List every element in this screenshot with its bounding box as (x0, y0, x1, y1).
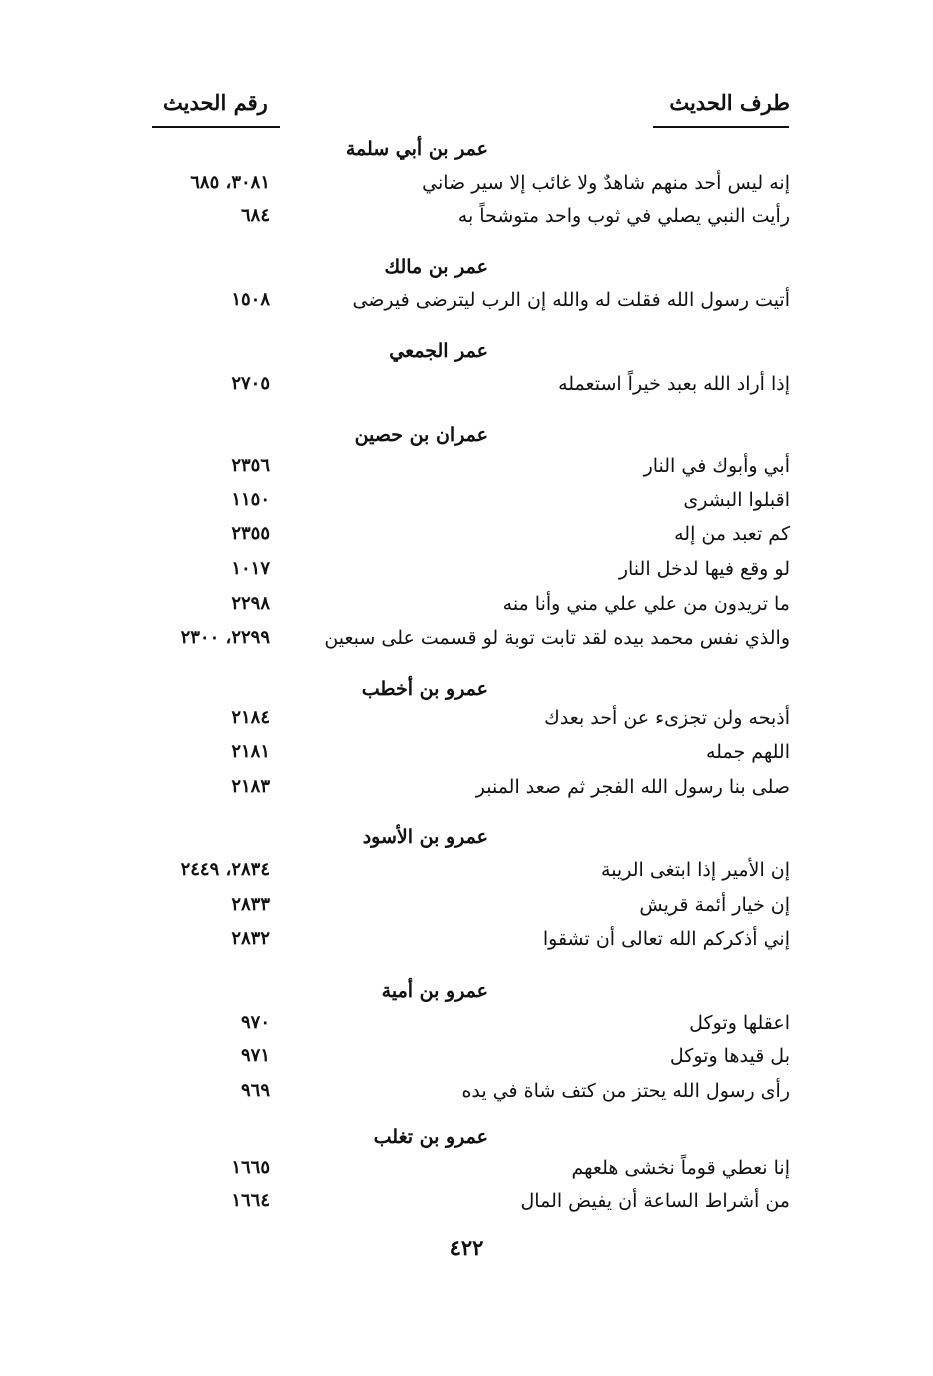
hadith-row (0, 627, 933, 661)
hadith-row (0, 894, 933, 928)
hadith-number: ٩٦٩ (240, 1080, 270, 1101)
narrator-heading-row (0, 340, 933, 374)
hadith-row (0, 741, 933, 775)
hadith-number: ٦٨٤ (240, 205, 270, 226)
narrator-name: عمرو بن تغلب (373, 1126, 488, 1148)
hadith-row (0, 1190, 933, 1224)
hadith-number: ٢٢٩٩، ٢٣٠٠ (180, 627, 270, 648)
narrator-name: عمر الجمعي (389, 340, 488, 362)
hadith-number: ١٦٦٥ (231, 1157, 270, 1178)
narrator-name: عمر بن مالك (384, 256, 488, 278)
hadith-row (0, 558, 933, 592)
hadith-text: اللهم جمله (705, 741, 790, 763)
hadith-number: ١٦٦٤ (231, 1190, 270, 1211)
page-number: ٤٢٢ (449, 1235, 484, 1260)
hadith-row (0, 523, 933, 557)
hadith-number: ٢١٨٣ (231, 776, 270, 797)
hadith-number: ١٥٠٨ (231, 289, 270, 310)
hadith-text: ما تريدون من علي علي مني وأنا منه (502, 593, 790, 615)
narrator-heading-row (0, 138, 933, 172)
hadith-text: أتيت رسول الله فقلت له والله إن الرب ليترضى فيرضى (352, 289, 790, 311)
hadith-text: اقبلوا البشرى (683, 489, 790, 511)
hadith-row (0, 928, 933, 962)
number-column-underline (152, 126, 280, 128)
hadith-row (0, 289, 933, 323)
narrator-heading-row (0, 826, 933, 860)
hadith-row (0, 489, 933, 523)
hadith-row (0, 1157, 933, 1191)
hadith-row (0, 373, 933, 407)
hadith-row (0, 205, 933, 239)
hadith-number: ١٠١٧ (231, 558, 270, 579)
hadith-text: اعقلها وتوكل (689, 1012, 790, 1034)
hadith-text: بل قيدها وتوكل (669, 1045, 790, 1067)
hadith-text: إني أذكركم الله تعالى أن تشقوا (542, 928, 790, 950)
hadith-row (0, 859, 933, 893)
narrator-name: عمرو بن الأسود (362, 826, 488, 848)
hadith-text: إذا أراد الله بعبد خيراً استعمله (558, 373, 790, 395)
hadith-number: ٢٨٣٣ (231, 894, 270, 915)
narrator-heading-row (0, 256, 933, 290)
hadith-text: لو وقع فيها لدخل النار (618, 558, 790, 580)
hadith-row (0, 1012, 933, 1046)
hadith-number: ٢١٨١ (231, 741, 270, 762)
hadith-row (0, 593, 933, 627)
hadith-number: ٢٣٥٥ (231, 523, 270, 544)
narrator-name: عمر بن أبي سلمة (345, 138, 488, 160)
hadith-number: ٩٧١ (240, 1045, 270, 1066)
hadith-text: أذبحه ولن تجزىء عن أحد بعدك (544, 707, 790, 729)
hadith-number: ٢٢٩٨ (231, 593, 270, 614)
hadith-number: ١١٥٠ (231, 489, 270, 510)
hadith-text: رأى رسول الله يحتز من كتف شاة في يده (461, 1080, 790, 1102)
hadith-number: ٣٠٨١، ٦٨٥ (190, 172, 270, 193)
hadith-text: والذي نفس محمد بيده لقد تابت توبة لو قسمت على سبعين (324, 627, 790, 649)
hadith-text: أبي وأبوك في النار (643, 455, 790, 477)
hadith-row (0, 1080, 933, 1114)
narrator-heading-row (0, 424, 933, 458)
narrator-name: عمرو بن أمية (381, 980, 488, 1002)
hadith-row (0, 455, 933, 489)
hadith-row (0, 1045, 933, 1079)
narrator-name: عمران بن حصين (354, 424, 488, 446)
hadith-text: رأيت النبي يصلي في ثوب واحد متوشحاً به (457, 205, 790, 227)
narrator-heading-row (0, 980, 933, 1014)
hadith-row (0, 776, 933, 810)
hadith-number: ٩٧٠ (240, 1012, 270, 1033)
narrator-heading-row (0, 1126, 933, 1160)
hadith-number: ٢١٨٤ (231, 707, 270, 728)
hadith-column-underline (653, 126, 789, 128)
hadith-text: إنه ليس أحد منهم شاهدٌ ولا غائب إلا سير ضاني (422, 172, 790, 194)
number-column-title: رقم الحديث (163, 90, 268, 115)
hadith-text: إنا نعطي قوماً نخشى هلعهم (571, 1157, 790, 1179)
hadith-text: صلى بنا رسول الله الفجر ثم صعد المنبر (475, 776, 790, 798)
hadith-number: ٢٣٥٦ (231, 455, 270, 476)
hadith-text: كم تعبد من إله (674, 523, 790, 545)
hadith-row (0, 172, 933, 206)
hadith-number: ٢٨٣٤، ٢٤٤٩ (180, 859, 270, 880)
hadith-text: إن خيار أئمة قريش (639, 894, 790, 916)
narrator-name: عمرو بن أخطب (361, 678, 488, 700)
hadith-row (0, 707, 933, 741)
hadith-number: ٢٧٠٥ (231, 373, 270, 394)
hadith-text: إن الأمير إذا ابتغى الريبة (601, 859, 790, 881)
hadith-text: من أشراط الساعة أن يفيض المال (520, 1190, 790, 1212)
hadith-column-title: طرف الحديث (669, 90, 790, 115)
hadith-number: ٢٨٣٢ (231, 928, 270, 949)
